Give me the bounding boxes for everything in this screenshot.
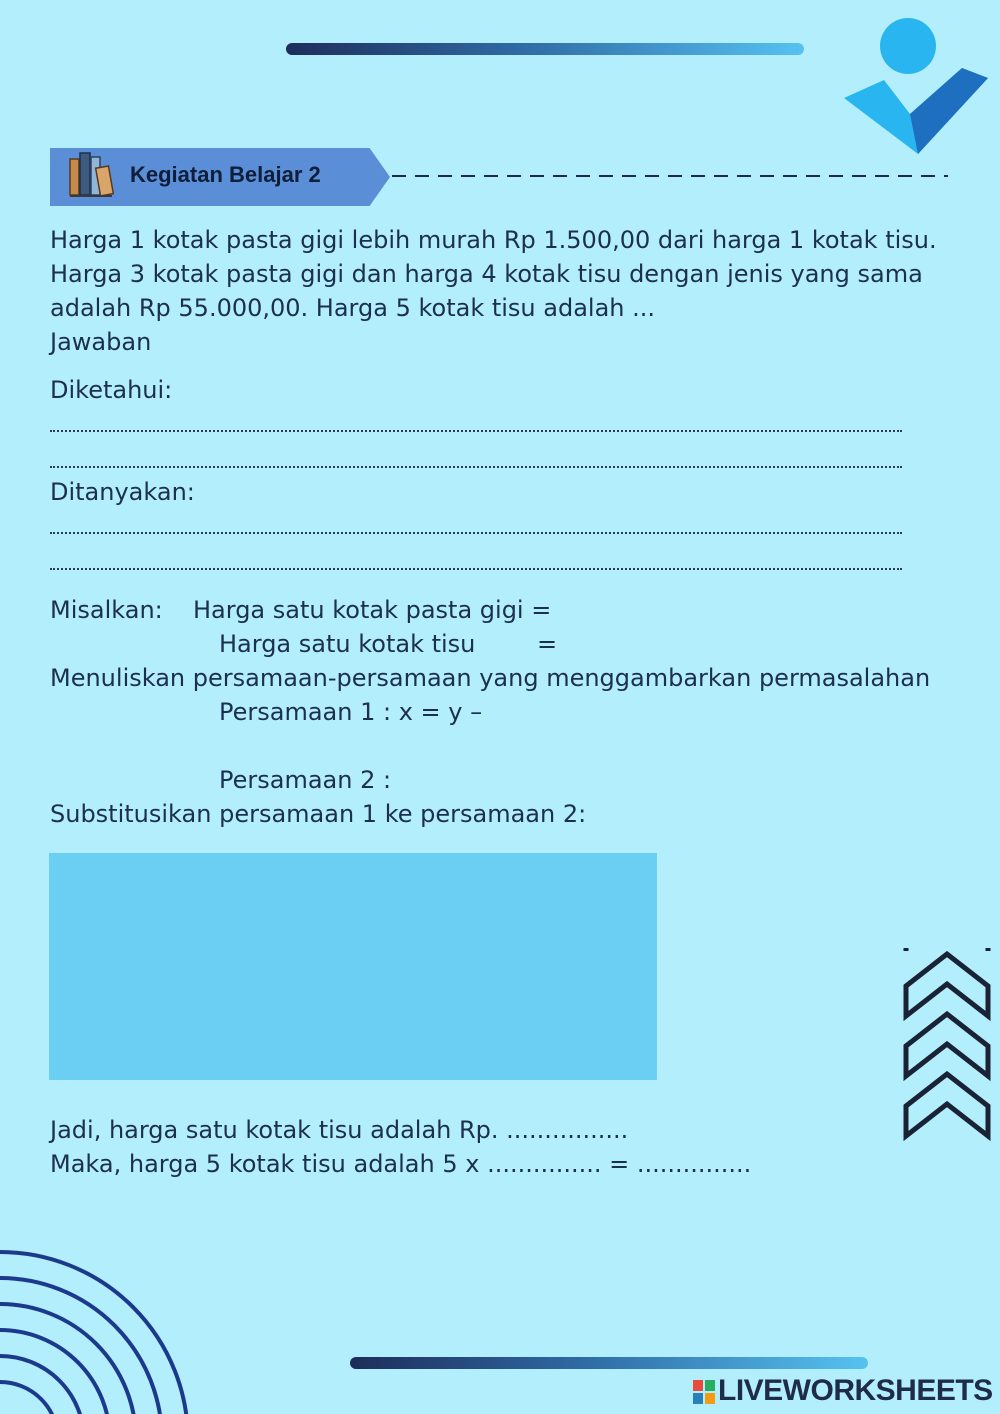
bottom-decorative-bar bbox=[350, 1357, 868, 1369]
known-answer-line-2[interactable] bbox=[50, 466, 902, 468]
known-answer-line-1[interactable] bbox=[50, 430, 902, 432]
answer-box[interactable] bbox=[49, 853, 657, 1080]
asked-answer-line-2[interactable] bbox=[50, 568, 902, 570]
liveworksheets-brand: LIVEWORKSHEETS bbox=[718, 1374, 993, 1407]
publisher-logo-icon bbox=[840, 14, 995, 159]
variables-label: Misalkan: bbox=[50, 596, 163, 624]
asked-answer-line-1[interactable] bbox=[50, 532, 902, 534]
asked-label: Ditanyakan: bbox=[50, 478, 195, 506]
liveworksheets-logo-icon bbox=[693, 1380, 715, 1404]
problem-line-3: adalah Rp 55.000,00. Harga 5 kotak tisu adalah ... bbox=[50, 294, 656, 322]
equations-intro: Menuliskan persamaan-persamaan yang menggambarkan permasalahan bbox=[50, 664, 931, 692]
substitute-instruction: Substitusikan persamaan 1 ke persamaan 2: bbox=[50, 800, 587, 828]
concentric-arcs-decoration-icon bbox=[0, 1240, 200, 1414]
equation-2: Persamaan 2 : bbox=[219, 766, 392, 794]
conclusion-line-1: Jadi, harga satu kotak tisu adalah Rp. ................ bbox=[50, 1116, 629, 1144]
answer-label: Jawaban bbox=[50, 328, 152, 356]
variable-tissue-equals: = bbox=[537, 630, 558, 658]
variable-tissue: Harga satu kotak tisu bbox=[219, 630, 476, 658]
chevrons-decoration-icon bbox=[900, 948, 992, 1144]
known-label: Diketahui: bbox=[50, 376, 173, 404]
top-decorative-bar bbox=[286, 43, 804, 55]
equation-1: Persamaan 1 : x = y – bbox=[219, 698, 483, 726]
problem-line-1: Harga 1 kotak pasta gigi lebih murah Rp 1.500,00 dari harga 1 kotak tisu. bbox=[50, 226, 937, 254]
activity-title: Kegiatan Belajar 2 bbox=[130, 162, 321, 187]
books-icon bbox=[68, 149, 114, 199]
problem-line-2: Harga 3 kotak pasta gigi dan harga 4 kotak tisu dengan jenis yang sama bbox=[50, 260, 923, 288]
variable-toothpaste: Harga satu kotak pasta gigi = bbox=[193, 596, 552, 624]
banner-dashed-line bbox=[392, 174, 948, 178]
conclusion-line-2: Maka, harga 5 kotak tisu adalah 5 x ............... = ............... bbox=[50, 1150, 752, 1178]
